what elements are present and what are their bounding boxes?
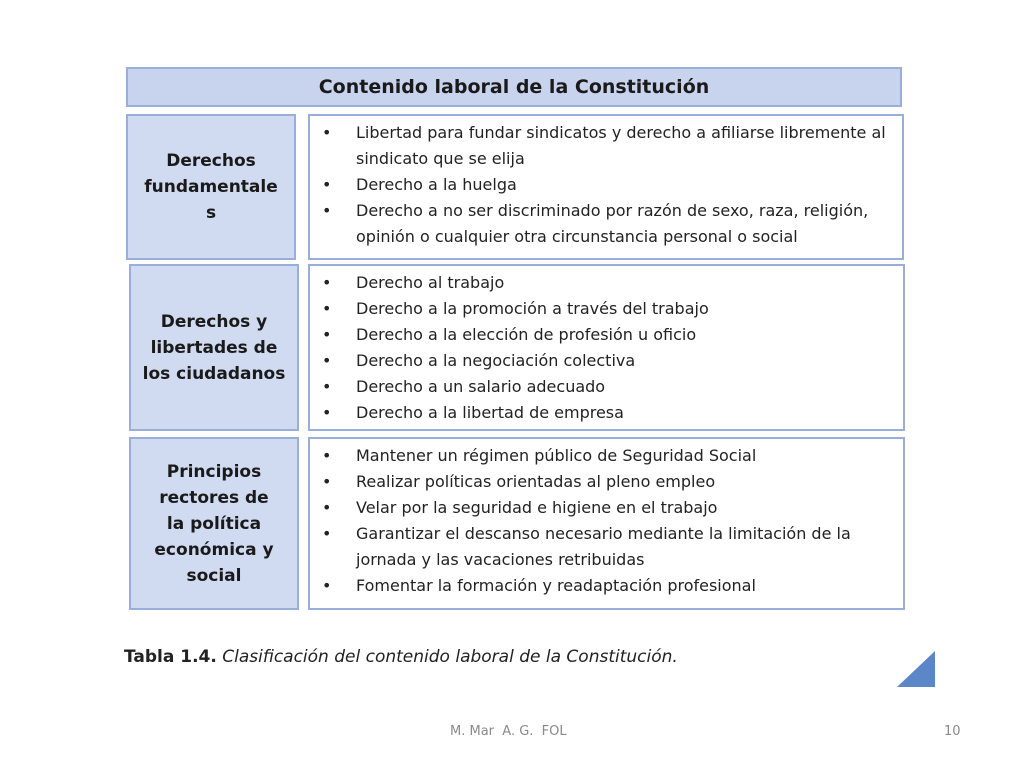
bullet-icon: • <box>322 123 332 142</box>
list-item: • Mantener un régimen público de Seguridad Social <box>320 443 895 469</box>
row-content-principios-rectores <box>308 437 905 610</box>
bullet-icon: • <box>322 201 332 220</box>
bullet-icon: • <box>322 403 332 422</box>
bullet-icon: • <box>322 351 332 370</box>
bullet-icon: • <box>322 472 332 491</box>
list-item: • Garantizar el descanso necesario mediante la limitación de la jornada y las vacaciones retribuidas <box>320 521 895 573</box>
list-item: • Velar por la seguridad e higiene en el trabajo <box>320 495 895 521</box>
list-item: • Derecho a la huelga <box>320 172 894 198</box>
bullet-icon: • <box>322 325 332 344</box>
list-item: • Derecho a la libertad de empresa <box>320 400 895 426</box>
row-label-derechos-libertades <box>129 264 299 431</box>
list-item: • Derecho a la elección de profesión u oficio <box>320 322 895 348</box>
list-item: • Derecho a no ser discriminado por razón de sexo, raza, religión, opinión o cualquier otra circunstancia personal o social <box>320 198 894 250</box>
row-label-text: Derechos y libertades de los ciudadanos <box>142 311 286 384</box>
list-item: • Realizar políticas orientadas al pleno empleo <box>320 469 895 495</box>
row-label-text: Principios rectores de la política económica y social <box>154 461 274 586</box>
list-item: • Derecho al trabajo <box>320 270 895 296</box>
bullet-list <box>320 443 895 599</box>
row-content-derechos-libertades <box>308 264 905 431</box>
list-item: • Derecho a la promoción a través del trabajo <box>320 296 895 322</box>
bullet-icon: • <box>322 299 332 318</box>
table-caption <box>124 647 678 667</box>
triangle-shape <box>897 651 935 687</box>
row-content-derechos-fundamentales <box>308 114 904 260</box>
bullet-icon: • <box>322 273 332 292</box>
bullet-icon: • <box>322 377 332 396</box>
page-number: 10 <box>944 724 961 739</box>
row-label-text: Derechos fundamentale s <box>144 151 278 223</box>
corner-triangle-icon <box>897 651 935 687</box>
bullet-list <box>320 270 895 426</box>
bullet-icon: • <box>322 576 332 595</box>
table-title: Contenido laboral de la Constitución <box>126 67 902 107</box>
caption-text: Clasificación del contenido laboral de la Constitución. <box>222 647 678 667</box>
footer-author: M. Mar A. G. FOL <box>450 724 567 739</box>
caption-label: Tabla 1.4. <box>124 647 217 667</box>
bullet-icon: • <box>322 446 332 465</box>
list-item: • Fomentar la formación y readaptación profesional <box>320 573 895 599</box>
list-item: • Derecho a un salario adecuado <box>320 374 895 400</box>
bullet-list <box>320 120 894 250</box>
bullet-icon: • <box>322 524 332 543</box>
row-label-principios-rectores <box>129 437 299 610</box>
bullet-icon: • <box>322 498 332 517</box>
row-label-derechos-fundamentales <box>126 114 296 260</box>
list-item: • Derecho a la negociación colectiva <box>320 348 895 374</box>
list-item: • Libertad para fundar sindicatos y derecho a afiliarse libremente al sindicato que se elija <box>320 120 894 172</box>
bullet-icon: • <box>322 175 332 194</box>
